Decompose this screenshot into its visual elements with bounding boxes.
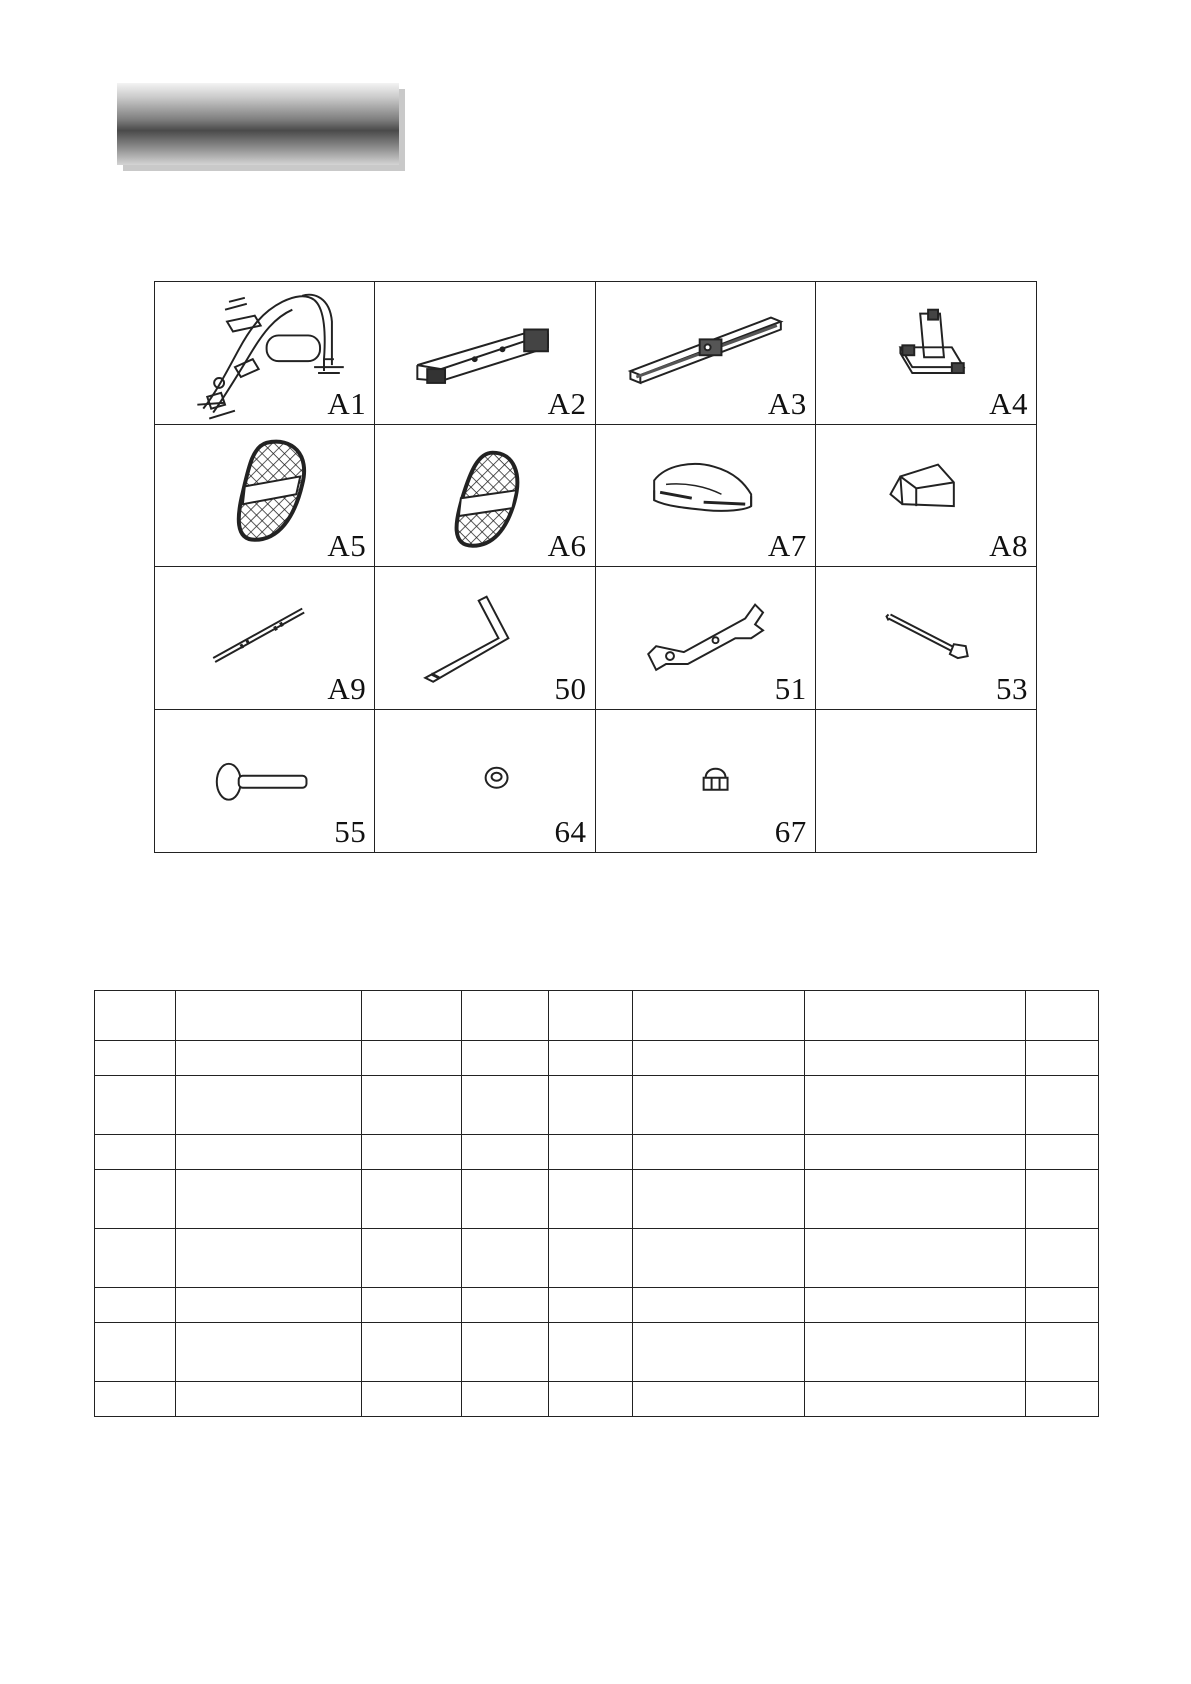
header-banner: [117, 83, 399, 165]
table-cell: [805, 1041, 1026, 1076]
part-cell-55: [155, 710, 375, 853]
table-cell: [461, 1170, 548, 1229]
table-cell: [633, 1135, 805, 1170]
table-cell: [175, 991, 361, 1041]
table-cell: [175, 1076, 361, 1135]
table-cell: [175, 1229, 361, 1288]
table-cell: [175, 1041, 361, 1076]
part-cell-a6: [375, 425, 595, 568]
table-body: [95, 991, 1099, 1417]
part-cell-a3: [596, 282, 816, 425]
table-row: [95, 1229, 1099, 1288]
table-cell: [461, 1229, 548, 1288]
table-cell: [633, 1382, 805, 1417]
table-cell: [805, 1170, 1026, 1229]
parts-list-table: [94, 990, 1099, 1417]
table-cell: [1026, 1323, 1099, 1382]
part-label: A8: [989, 528, 1028, 563]
table-cell: [461, 1288, 548, 1323]
table-cell: [361, 1323, 461, 1382]
table-cell: [633, 1288, 805, 1323]
table-cell: [1026, 991, 1099, 1041]
table-cell: [461, 991, 548, 1041]
table-cell: [548, 1076, 633, 1135]
part-cell-64: [375, 710, 595, 853]
table-cell: [361, 1076, 461, 1135]
table-cell: [1026, 1288, 1099, 1323]
part-label: A2: [547, 385, 587, 421]
part-cell-a1: [155, 282, 375, 425]
table-cell: [805, 1135, 1026, 1170]
table-cell: [633, 1170, 805, 1229]
table-cell: [1026, 1135, 1099, 1170]
table-row: [95, 1382, 1099, 1417]
part-label: 55: [334, 814, 367, 849]
table-row: [95, 1041, 1099, 1076]
table-cell: [548, 1288, 633, 1323]
table-row: [95, 1170, 1099, 1229]
table-cell: [175, 1170, 361, 1229]
table-cell: [548, 1135, 633, 1170]
table-cell: [95, 1288, 176, 1323]
part-label: A7: [767, 528, 807, 563]
table-row: [95, 1288, 1099, 1323]
table-cell: [1026, 1170, 1099, 1229]
part-label: 53: [996, 670, 1028, 706]
part-cell-a5: [155, 425, 375, 568]
part-cell-a7: [596, 425, 816, 568]
parts-grid: [154, 281, 1037, 853]
part-cell-empty: [816, 710, 1036, 853]
table-cell: [805, 1288, 1026, 1323]
table-cell: [175, 1288, 361, 1323]
table-cell: [633, 1041, 805, 1076]
table-cell: [175, 1323, 361, 1382]
table-cell: [1026, 1229, 1099, 1288]
part-label: A6: [547, 528, 587, 563]
table-cell: [361, 1229, 461, 1288]
table-cell: [633, 991, 805, 1041]
table-cell: [805, 991, 1026, 1041]
table-cell: [361, 1041, 461, 1076]
table-cell: [805, 1323, 1026, 1382]
table-row: [95, 1135, 1099, 1170]
part-cell-a9: [155, 567, 375, 710]
part-label: 50: [554, 670, 587, 706]
part-cell-53: [816, 567, 1036, 710]
part-label: 51: [774, 670, 807, 706]
table-row: [95, 1323, 1099, 1382]
table-cell: [361, 1170, 461, 1229]
table-cell: [1026, 1041, 1099, 1076]
table-cell: [95, 1229, 176, 1288]
table-cell: [548, 991, 633, 1041]
part-cell-67: [596, 710, 816, 853]
table-cell: [461, 1076, 548, 1135]
part-label: A1: [327, 385, 367, 421]
part-label: 67: [774, 814, 807, 849]
table-row: [95, 1076, 1099, 1135]
table-cell: [175, 1135, 361, 1170]
table-cell: [461, 1041, 548, 1076]
table-cell: [548, 1041, 633, 1076]
table-row: [95, 991, 1099, 1041]
table-cell: [633, 1323, 805, 1382]
part-cell-a4: [816, 282, 1036, 425]
table-cell: [361, 991, 461, 1041]
table-cell: [95, 1135, 176, 1170]
table-cell: [461, 1135, 548, 1170]
part-label: 64: [554, 814, 587, 849]
table-cell: [95, 1323, 176, 1382]
table-cell: [633, 1229, 805, 1288]
table-cell: [805, 1229, 1026, 1288]
part-label: A4: [989, 385, 1028, 421]
table-cell: [361, 1288, 461, 1323]
table-cell: [95, 1170, 176, 1229]
table-cell: [461, 1323, 548, 1382]
part-label: A3: [767, 385, 807, 421]
table-cell: [548, 1170, 633, 1229]
table-cell: [805, 1076, 1026, 1135]
table-cell: [633, 1076, 805, 1135]
part-cell-51: [596, 567, 816, 710]
table-cell: [95, 1382, 176, 1417]
table-cell: [361, 1135, 461, 1170]
table-cell: [1026, 1076, 1099, 1135]
table-cell: [548, 1229, 633, 1288]
table-cell: [95, 1076, 176, 1135]
table-cell: [548, 1323, 633, 1382]
part-cell-a2: [375, 282, 595, 425]
table-cell: [175, 1382, 361, 1417]
part-cell-a8: [816, 425, 1036, 568]
table-cell: [548, 1382, 633, 1417]
part-cell-50: [375, 567, 595, 710]
table-cell: [95, 1041, 176, 1076]
part-label: A9: [327, 670, 367, 706]
table-cell: [1026, 1382, 1099, 1417]
table-cell: [461, 1382, 548, 1417]
table-cell: [805, 1382, 1026, 1417]
table-cell: [361, 1382, 461, 1417]
part-label: A5: [327, 528, 367, 563]
table-cell: [95, 991, 176, 1041]
